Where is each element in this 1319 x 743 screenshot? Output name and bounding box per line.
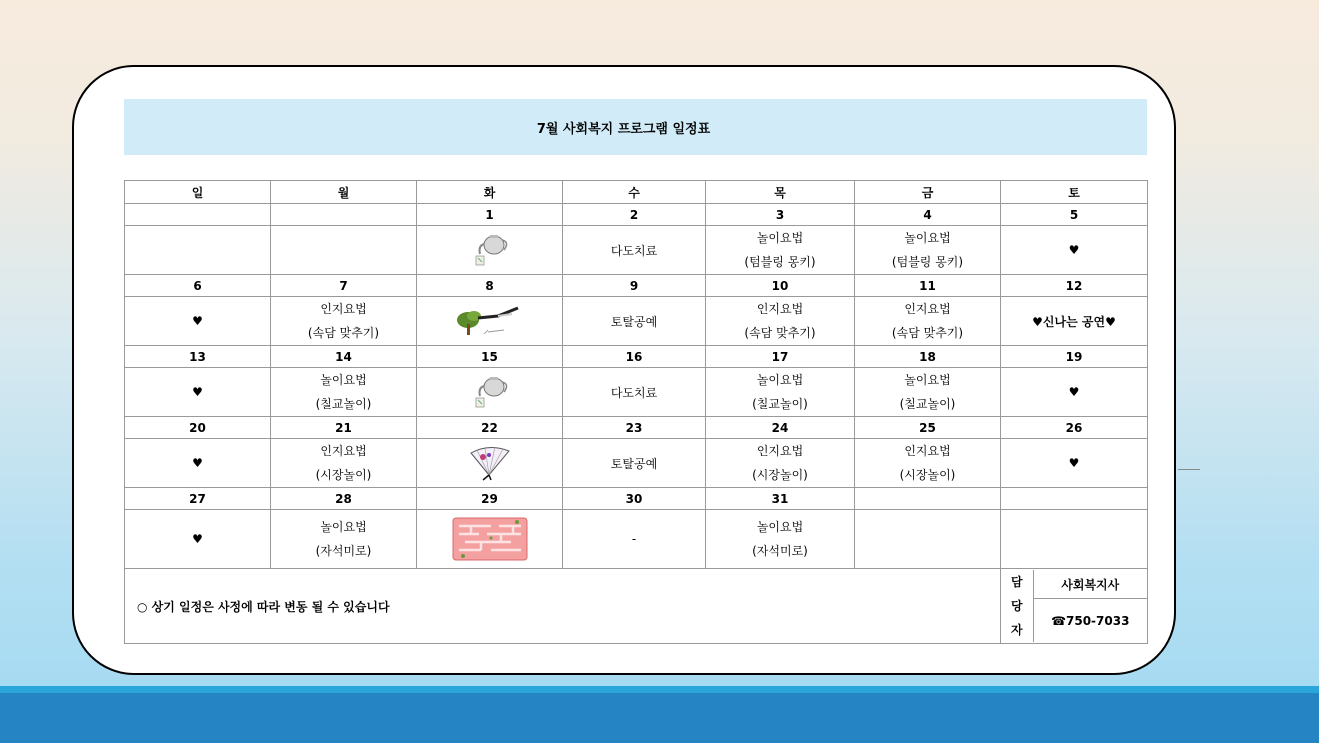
date-cell: 18 — [855, 346, 1001, 368]
activity-detail: (자석미로) — [315, 544, 372, 558]
activity-title: 놀이요법 — [756, 520, 804, 534]
heart-icon: ♥ — [125, 439, 271, 488]
activity-title: 놀이요법 — [904, 373, 951, 387]
activity-row — [125, 226, 1148, 275]
date-cell — [271, 204, 417, 226]
page-title: 7월 사회복지 프로그램 일정표 — [536, 121, 711, 137]
date-cell: 21 — [271, 417, 417, 439]
activity-cell — [271, 368, 417, 417]
activity-detail: (속담 맞추기) — [307, 326, 380, 340]
date-cell — [855, 488, 1001, 510]
activity-cell — [417, 368, 563, 417]
date-cell: 24 — [706, 417, 855, 439]
date-cell: 13 — [125, 346, 271, 368]
bottom-bar — [0, 693, 1319, 743]
date-cell: 19 — [1001, 346, 1148, 368]
activity-cell — [417, 297, 563, 346]
activity-cell — [706, 226, 855, 275]
date-cell: 14 — [271, 346, 417, 368]
date-cell: 2 — [563, 204, 706, 226]
activity-cell — [271, 439, 417, 488]
activity-detail: (시장놀이) — [315, 468, 372, 482]
activity-cell — [855, 226, 1001, 275]
performance-label: ♥신나는 공연♥ — [1001, 297, 1148, 346]
date-row — [125, 204, 1148, 226]
activity-detail: (텀블링 몽키) — [744, 255, 816, 269]
teapot-icon — [468, 374, 512, 410]
activity-cell — [125, 226, 271, 275]
date-cell: 4 — [855, 204, 1001, 226]
charge-label — [1001, 570, 1033, 642]
activity-row — [125, 439, 1148, 488]
activity-title: 인지요법 — [904, 302, 951, 316]
date-cell: 15 — [417, 346, 563, 368]
date-cell: 30 — [563, 488, 706, 510]
activity-title: 놀이요법 — [756, 231, 804, 245]
activity-row — [125, 510, 1148, 569]
heart-icon: ♥ — [1001, 368, 1148, 417]
date-row — [125, 346, 1148, 368]
activity-title: 인지요법 — [904, 444, 951, 458]
weekday-thu: 목 — [706, 181, 855, 204]
activity-cell — [417, 439, 563, 488]
activity-cell — [417, 226, 563, 275]
calendar-table — [124, 180, 1148, 644]
date-cell: 27 — [125, 488, 271, 510]
activity-title: 놀이요법 — [756, 373, 804, 387]
weekday-tue: 화 — [417, 181, 563, 204]
activity-detail: (시장놀이) — [752, 468, 808, 482]
date-cell — [125, 204, 271, 226]
activity-cell — [271, 297, 417, 346]
date-cell: 16 — [563, 346, 706, 368]
activity-row — [125, 368, 1148, 417]
charge-label-char: 담 — [1010, 575, 1023, 589]
date-cell: 28 — [271, 488, 417, 510]
activity-detail: (칠교놀이) — [752, 397, 808, 411]
activity-detail: (시장놀이) — [899, 468, 956, 482]
activity-cell — [271, 510, 417, 569]
fan-icon — [467, 445, 513, 481]
date-cell: 17 — [706, 346, 855, 368]
date-row — [125, 488, 1148, 510]
contact-cell — [1001, 569, 1148, 644]
date-cell: 6 — [125, 275, 271, 297]
date-cell: 3 — [706, 204, 855, 226]
heart-icon: ♥ — [1001, 226, 1148, 275]
date-cell: 29 — [417, 488, 563, 510]
activity-title: 놀이요법 — [320, 373, 367, 387]
weekday-header-row — [125, 181, 1148, 204]
footer-row — [125, 569, 1148, 644]
bottom-stripe — [0, 686, 1319, 693]
activity-cell — [855, 439, 1001, 488]
activity-cell — [855, 297, 1001, 346]
contact-phone: ☎750-7033 — [1051, 613, 1130, 628]
date-cell: 23 — [563, 417, 706, 439]
activity-detail: (텀블링 몽키) — [891, 255, 964, 269]
date-cell: 12 — [1001, 275, 1148, 297]
activity-title: 인지요법 — [320, 444, 367, 458]
activity-cell — [706, 439, 855, 488]
date-row — [125, 417, 1148, 439]
date-cell — [1001, 488, 1148, 510]
date-cell: 26 — [1001, 417, 1148, 439]
activity-title: 놀이요법 — [904, 231, 951, 245]
activity-title: 인지요법 — [756, 444, 804, 458]
date-cell: 31 — [706, 488, 855, 510]
date-cell: 8 — [417, 275, 563, 297]
activity-title: 인지요법 — [320, 302, 367, 316]
date-cell: 22 — [417, 417, 563, 439]
activity-cell: 토탈공예 — [563, 439, 706, 488]
contact-role: 사회복지사 — [1033, 570, 1147, 599]
date-cell: 20 — [125, 417, 271, 439]
activity-cell — [271, 226, 417, 275]
date-cell: 7 — [271, 275, 417, 297]
activity-cell: 다도치료 — [563, 368, 706, 417]
contact-table — [1001, 570, 1147, 642]
activity-cell — [1001, 510, 1148, 569]
activity-title: 인지요법 — [756, 302, 804, 316]
date-row — [125, 275, 1148, 297]
schedule-notice: ○ 상기 일정은 사정에 따라 변동 될 수 있습니다 — [125, 569, 1001, 644]
activity-detail: (자석미로) — [752, 544, 808, 558]
teapot-icon — [468, 232, 512, 268]
activity-detail: (칠교놀이) — [315, 397, 372, 411]
date-cell: 5 — [1001, 204, 1148, 226]
heart-icon: ♥ — [125, 297, 271, 346]
weekday-wed: 수 — [563, 181, 706, 204]
date-cell: 10 — [706, 275, 855, 297]
date-cell: 9 — [563, 275, 706, 297]
heart-icon: ♥ — [125, 368, 271, 417]
activity-cell: 토탈공예 — [563, 297, 706, 346]
activity-cell — [706, 368, 855, 417]
date-cell: 11 — [855, 275, 1001, 297]
tree-crane-icon — [454, 304, 526, 338]
activity-cell — [417, 510, 563, 569]
activity-cell — [706, 510, 855, 569]
activity-detail: (속담 맞추기) — [891, 326, 964, 340]
maze-icon — [451, 516, 529, 562]
activity-cell — [855, 368, 1001, 417]
activity-cell — [855, 510, 1001, 569]
activity-detail: (속담 맞추기) — [744, 326, 816, 340]
activity-row — [125, 297, 1148, 346]
date-cell: 1 — [417, 204, 563, 226]
side-divider-line — [1178, 469, 1200, 470]
charge-label-char: 당 — [1010, 599, 1023, 613]
weekday-sat: 토 — [1001, 181, 1148, 204]
activity-cell: - — [563, 510, 706, 569]
weekday-fri: 금 — [855, 181, 1001, 204]
title-band — [124, 99, 1147, 155]
activity-title: 놀이요법 — [320, 520, 367, 534]
heart-icon: ♥ — [125, 510, 271, 569]
weekday-sun: 일 — [125, 181, 271, 204]
heart-icon: ♥ — [1001, 439, 1148, 488]
activity-cell: 다도치료 — [563, 226, 706, 275]
charge-label-char: 자 — [1010, 623, 1023, 637]
activity-cell — [706, 297, 855, 346]
date-cell: 25 — [855, 417, 1001, 439]
weekday-mon: 월 — [271, 181, 417, 204]
activity-detail: (칠교놀이) — [899, 397, 956, 411]
